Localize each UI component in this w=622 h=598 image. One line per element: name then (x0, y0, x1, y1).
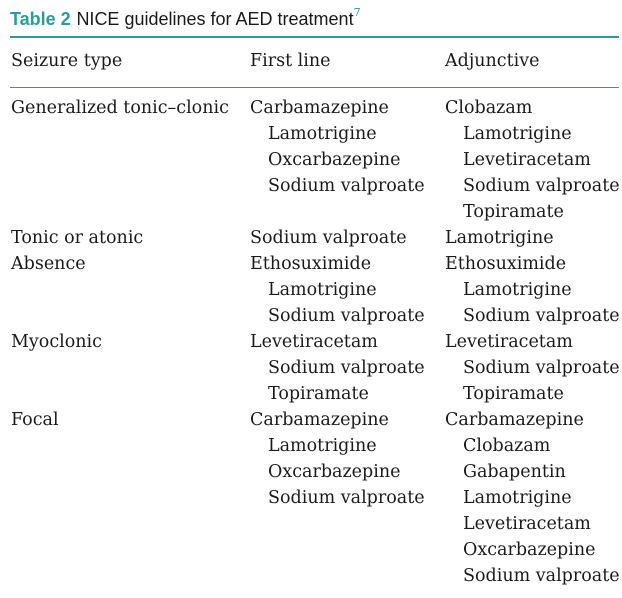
first-line-cell (250, 95, 425, 199)
drug-item: Oxcarbazepine (268, 462, 401, 482)
table-caption (10, 4, 361, 31)
drug-item: Lamotrigine (463, 124, 572, 144)
drug-item: Levetiracetam (463, 150, 591, 170)
first-line-cell (250, 329, 425, 407)
header-first-line: First line (250, 51, 331, 71)
drug-item: Sodium valproate (250, 228, 407, 248)
drug-item: Lamotrigine (445, 228, 554, 248)
reference-superscript[interactable]: 7 (353, 6, 361, 19)
drug-item: Oxcarbazepine (463, 540, 596, 560)
drug-item: Sodium valproate (268, 488, 425, 508)
adjunctive-cell (445, 329, 620, 407)
seizure-type-cell: Absence (11, 254, 86, 274)
first-line-cell (250, 225, 407, 251)
drug-item: Carbamazepine (445, 410, 584, 430)
drug-item: Lamotrigine (268, 436, 377, 456)
drug-item: Sodium valproate (463, 566, 620, 586)
drug-item: Oxcarbazepine (268, 150, 401, 170)
first-line-cell (250, 251, 425, 329)
header-adjunctive: Adjunctive (445, 51, 540, 71)
drug-item: Sodium valproate (463, 306, 620, 326)
drug-item: Carbamazepine (250, 98, 389, 118)
adjunctive-cell (445, 407, 620, 589)
drug-item: Ethosuximide (445, 254, 567, 274)
drug-item: Carbamazepine (250, 410, 389, 430)
seizure-type-cell: Tonic or atonic (11, 228, 144, 248)
drug-item: Levetiracetam (463, 514, 591, 534)
seizure-type-cell: Generalized tonic–clonic (11, 98, 229, 118)
header-seizure-type: Seizure type (11, 51, 123, 71)
drug-item: Topiramate (463, 384, 564, 404)
drug-item: Sodium valproate (463, 176, 620, 196)
drug-item: Gabapentin (463, 462, 566, 482)
table-label: Table 2 (10, 9, 71, 29)
table-title: NICE guidelines for AED treatment (76, 9, 354, 29)
drug-item: Levetiracetam (445, 332, 573, 352)
adjunctive-cell (445, 95, 620, 225)
drug-item: Ethosuximide (250, 254, 372, 274)
drug-item: Topiramate (463, 202, 564, 222)
drug-item: Lamotrigine (268, 280, 377, 300)
drug-item: Lamotrigine (463, 280, 572, 300)
top-rule (10, 36, 619, 38)
adjunctive-cell (445, 225, 554, 251)
drug-item: Sodium valproate (268, 358, 425, 378)
drug-item: Levetiracetam (250, 332, 378, 352)
drug-item: Topiramate (268, 384, 369, 404)
drug-item: Clobazam (445, 98, 533, 118)
drug-item: Sodium valproate (268, 176, 425, 196)
drug-item: Sodium valproate (268, 306, 425, 326)
drug-item: Clobazam (463, 436, 551, 456)
first-line-cell (250, 407, 425, 511)
seizure-type-cell: Myoclonic (11, 332, 102, 352)
drug-item: Lamotrigine (268, 124, 377, 144)
adjunctive-cell (445, 251, 620, 329)
header-rule (10, 87, 619, 88)
drug-item: Sodium valproate (463, 358, 620, 378)
seizure-type-cell: Focal (11, 410, 59, 430)
drug-item: Lamotrigine (463, 488, 572, 508)
